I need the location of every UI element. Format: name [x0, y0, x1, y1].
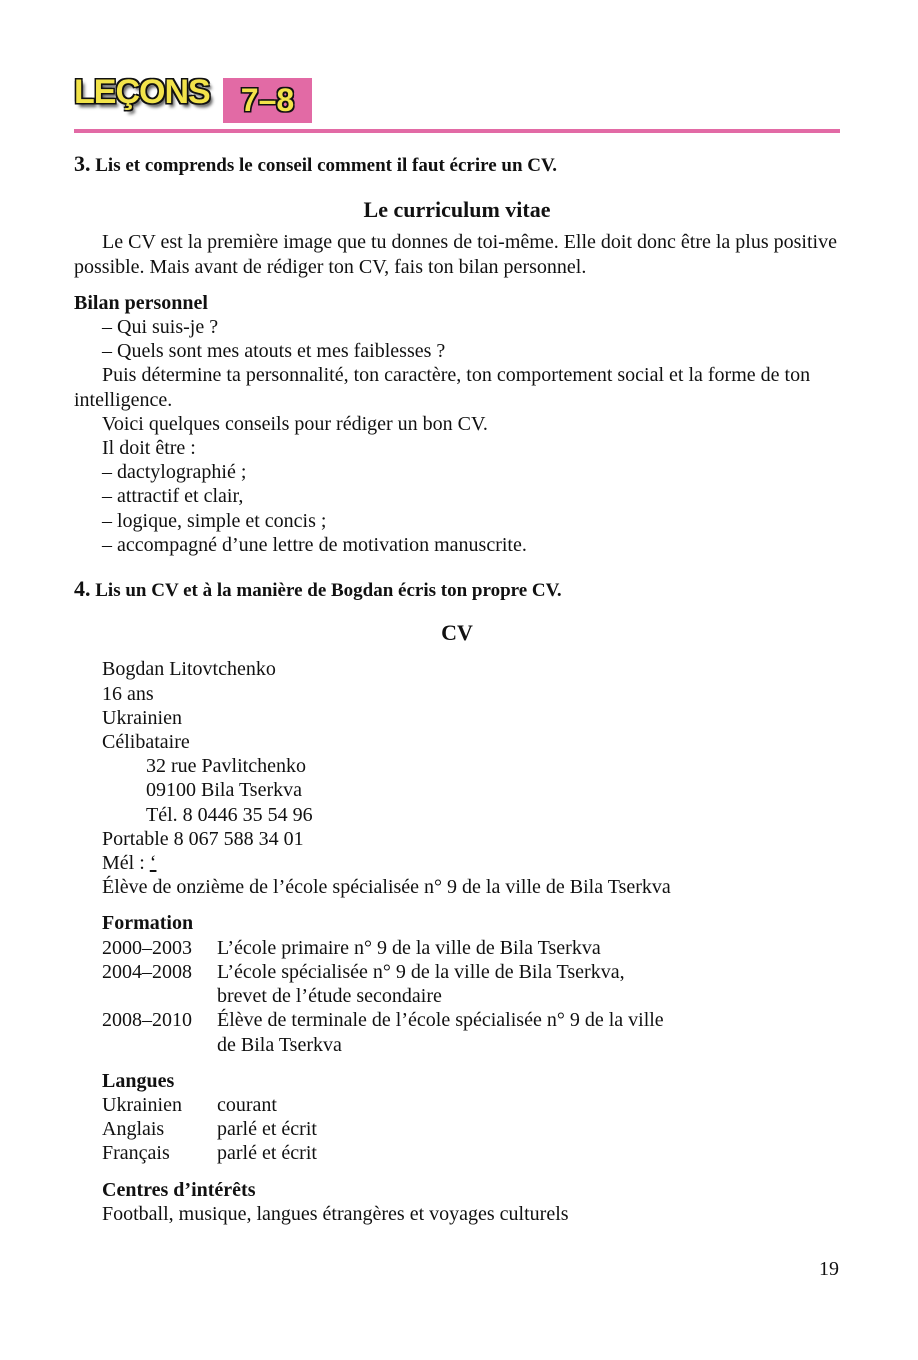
list-item: – logique, simple et concis ;: [102, 509, 327, 532]
language-row: Français parlé et écrit: [102, 1142, 317, 1165]
exercise-number: 4.: [74, 576, 91, 602]
formation-heading: Formation: [102, 912, 194, 935]
langues-heading: Langues: [102, 1069, 175, 1092]
exercise-3-title: Le curriculum vitae: [363, 197, 551, 223]
lessons-number: 7–8: [240, 82, 295, 119]
header-rule: [74, 129, 840, 133]
interets-text: Football, musique, langues étrangères et voyages culturels: [102, 1202, 569, 1225]
cv-age: 16 ans: [102, 682, 154, 705]
cv-phone: Tél. 8 0446 35 54 96: [146, 803, 313, 826]
intro-paragraph: Le CV est la première image que tu donnes de toi-même. Elle doit donc être la plus positive possible. Mais avant de rédiger ton CV, fais ton bilan personnel.: [74, 231, 837, 278]
question-1: – Qui suis-je ?: [102, 316, 219, 339]
lessons-number-box: [223, 78, 312, 123]
list-item: – attractif et clair,: [102, 485, 244, 508]
lesson-header: [74, 73, 840, 126]
interets-heading: Centres d’intérêts: [102, 1178, 256, 1201]
bilan-heading: Bilan personnel: [74, 291, 208, 314]
cv-nationality: Ukrainien: [102, 706, 182, 729]
cv-mail: Mél : ‘: [102, 852, 157, 875]
cv-mail-value: ‘: [149, 852, 157, 875]
list-item: – dactylographié ;: [102, 461, 247, 484]
exercise-number: 3.: [74, 151, 91, 176]
exercise-4-instruction: 4. Lis un CV et à la manière de Bogdan écris ton propre CV.: [74, 576, 562, 602]
cv-mobile: Portable 8 067 588 34 01: [102, 827, 304, 850]
question-2: – Quels sont mes atouts et mes faiblesses ?: [102, 340, 446, 363]
page-content: [74, 73, 840, 1226]
page-number: 19: [819, 1258, 839, 1280]
doit-line: Il doit être :: [102, 437, 196, 460]
cv-name: Bogdan Litovtchenko: [102, 658, 276, 681]
lessons-label: LEÇONS: [74, 73, 210, 111]
formation-row: 2004–2008 L’école spécialisée n° 9 de la ville de Bila Tserkva, brevet de l’étude secondaire: [102, 960, 625, 1008]
language-row: Ukrainien courant: [102, 1093, 277, 1116]
personality-paragraph: Puis détermine ta personnalité, ton caractère, ton comportement social et la forme de ton intelligence.: [74, 364, 811, 411]
cv-status: Célibataire: [102, 731, 190, 754]
conseils-line: Voici quelques conseils pour rédiger un bon CV.: [102, 412, 488, 435]
language-row: Anglais parlé et écrit: [102, 1118, 317, 1141]
list-item: – accompagné d’une lettre de motivation manuscrite.: [102, 533, 527, 556]
cv-title: CV: [441, 620, 473, 646]
cv-address-street: 32 rue Pavlitchenko: [146, 755, 306, 778]
exercise-3-instruction: 3. Lis et comprends le conseil comment il faut écrire un CV.: [74, 151, 558, 176]
cv-address-city: 09100 Bila Tserkva: [146, 779, 302, 802]
formation-row: 2008–2010 Élève de terminale de l’école spécialisée n° 9 de la ville de Bila Tserkva: [102, 1009, 664, 1056]
formation-row: 2000–2003 L’école primaire n° 9 de la ville de Bila Tserkva: [102, 936, 601, 959]
cv-school: Élève de onzième de l’école spécialisée n° 9 de la ville de Bila Tserkva: [102, 876, 671, 899]
